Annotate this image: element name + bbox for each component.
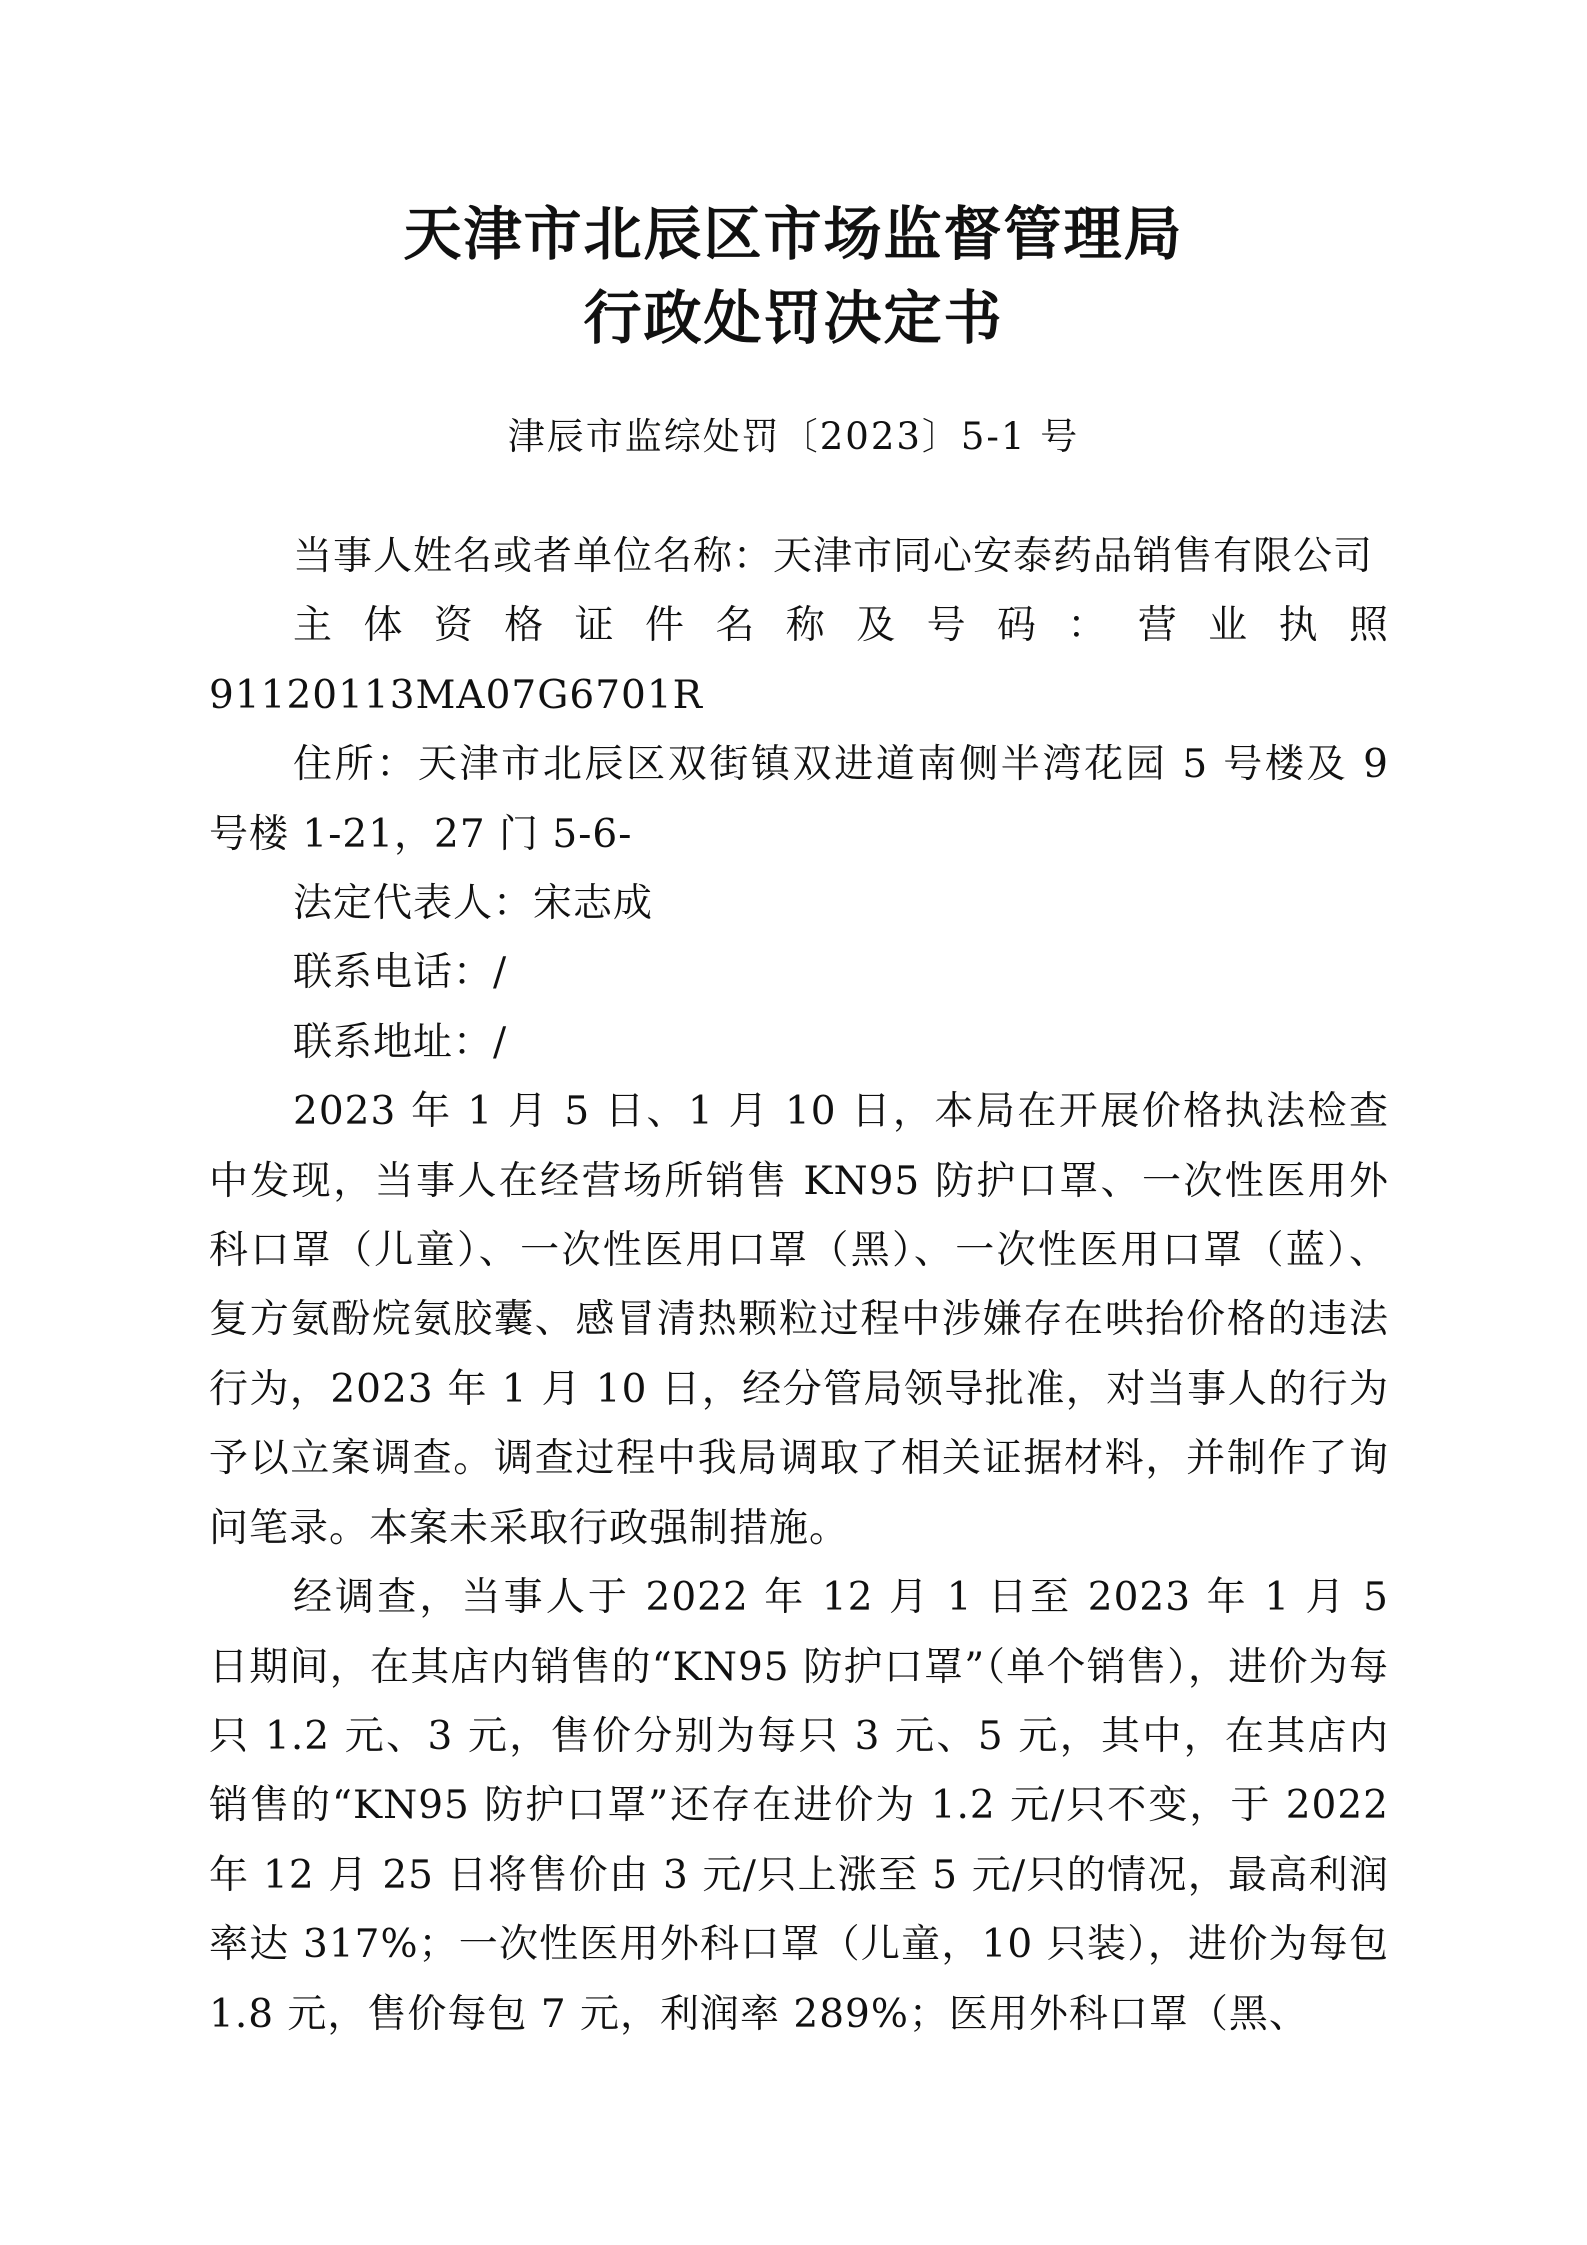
document-number: 津辰市监综处罚〔2023〕5-1 号 [507,415,1080,458]
contact-address-paragraph: 联系地址：/ [293,1019,508,1065]
case-filing-paragraph: 2023 年 1 月 5 日、1 月 10 日，本局在开展价格执法检查中发现，当事人在经营场所销售 KN95 防护口罩、一次性医用外科口罩（儿童）、一次性医用口罩（黑）、一次性医用口罩（蓝）、复方氨酚烷氨胶囊、感冒清热颗粒过程中涉嫌存在哄抬价格的违法行为，2023 年 1 月 10 日，经分管局领导批准，对当事人的行为予以立案调查。调查过程中我局调取了相关证据材料，并制作了询问笔录。本案未采取行政强制措施。 [209,1089,1389,1551]
phone-paragraph: 联系电话：/ [293,950,508,996]
investigation-paragraph: 经调查，当事人于 2022 年 12 月 1 日至 2023 年 1 月 5 日期间，在其店内销售的“KN95 防护口罩”（单个销售），进价为每只 1.2 元、3 元，售价分别为每只 3 元、5 元，其中，在其店内销售的“KN95 防护口罩”还存在进价为 1.2 元/只不变，于 2022 年 12 月 25 日将售价由 3 元/只上涨至 5 元/只的情况，最高利润率达 317%；一次性医用外科口罩（儿童，10 只装），进价为每包 1.8 元，售价每包 7 元，利润率 289%；医用外科口罩（黑、 [209,1575,1390,2037]
document-title-agency: 天津市北辰区市场监督管理局 [403,200,1184,268]
party-name-paragraph: 当事人姓名或者单位名称：天津市同心安泰药品销售有限公司 [293,534,1374,579]
address-paragraph: 住所：天津市北辰区双街镇双进道南侧半湾花园 5 号楼及 9 号楼 1-21，27 门 5-6- [209,742,1389,857]
legal-representative-paragraph: 法定代表人：宋志成 [293,881,654,927]
document-body [209,522,1389,2049]
document-title-type: 行政处罚决定书 [583,284,1004,352]
license-paragraph: 主体资格证件名称及号码：营业执照 91120113MA07G6701R [209,603,1389,718]
